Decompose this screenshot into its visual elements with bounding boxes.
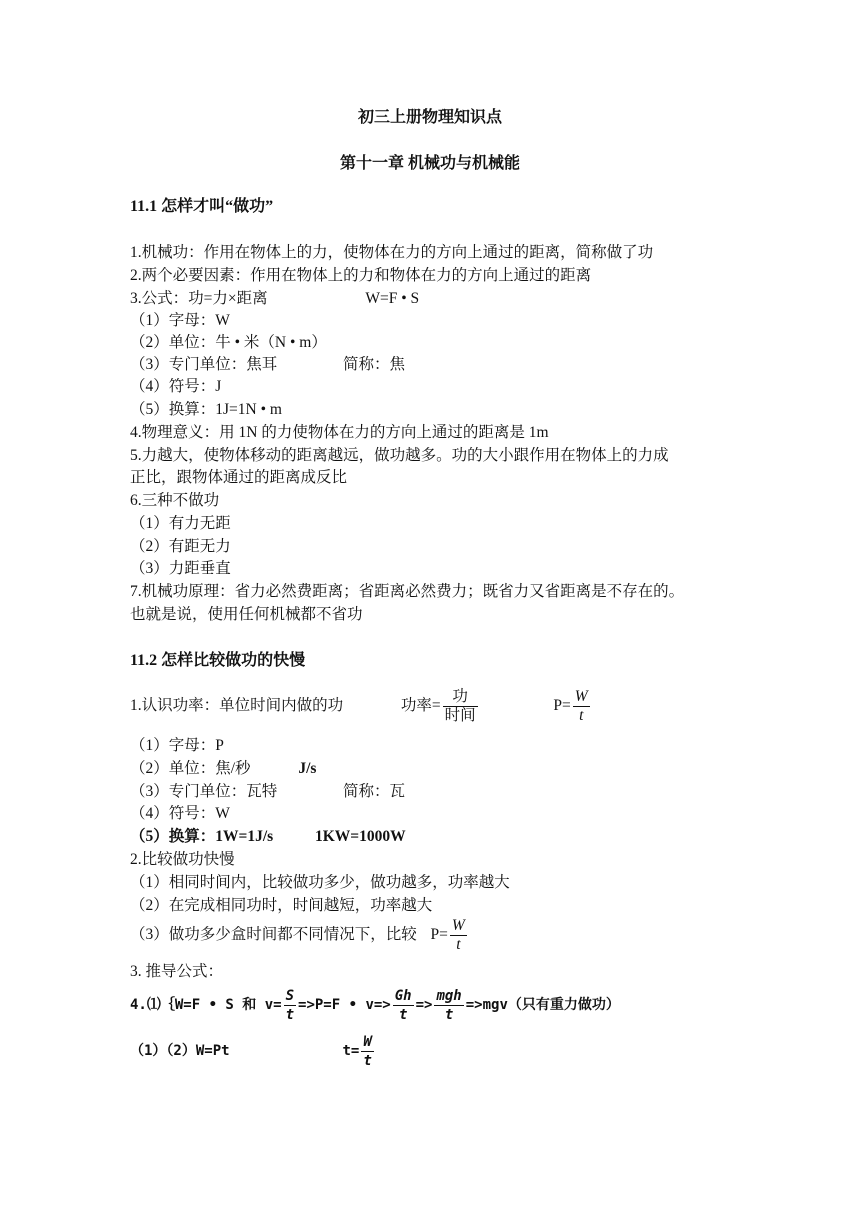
formula-label: t= [342,1043,360,1059]
text-line: （3）力距垂直 [130,560,231,577]
unit-label: （2）单位：焦/秒 [130,760,251,777]
chapter-title: 第十一章 机械功与机械能 [339,155,520,172]
text-line: 4.物理意义：用 1N 的力使物体在力的方向上通过的距离是 1m [130,424,549,441]
document-title: 初三上册物理知识点 [357,109,502,126]
formula: W=F • S [365,290,420,307]
text-line [130,758,316,780]
text-line: 7.机械功原理：省力必然费距离；省距离必然费力；既省力又省距离是不存在的。 [130,583,685,600]
conversion-value: 1W=1J/s [215,828,274,845]
formula-text: => [415,997,433,1013]
text-line: 5.力越大，使物体移动的距离越远，做功越多。功的大小跟作用在物体上的力成 [130,447,669,464]
formula-label: P= [430,926,448,944]
formula-line [130,1032,376,1070]
text-line [130,688,592,725]
section-heading-11-2: 11.2 怎样比较做功的快慢 [130,652,306,669]
fraction [450,917,467,954]
text-line: （2）单位：牛 • 米（N • m） [130,334,327,351]
fraction [434,987,463,1024]
formula-text: ⑴｛W=F • S 和 v= [146,997,282,1013]
text-line: 正比，跟物体通过的距离成反比 [130,469,348,486]
text-line: （1）字母：W [130,312,230,329]
text-line [130,288,419,310]
power-definition: 1.认识功率：单位时间内做的功 [130,697,344,715]
formula-text: =>P=F • v=> [298,997,391,1013]
text-line: 也就是说，使用任何机械都不省功 [130,606,363,623]
unit-value: J/s [298,760,317,777]
denominator: t [398,1006,408,1023]
numerator: 功 [443,688,478,707]
comparison-text: （3）做功多少盒时间都不同情况下，比较 [130,926,417,944]
formula-line [130,986,620,1024]
text-line: （2）在完成相同功时，时间越短，功率越大 [130,897,433,914]
text-line: （2）有距无力 [130,538,231,555]
text-line: （1）字母：P [130,737,224,754]
text-line: （4）符号：J [130,378,222,395]
denominator: t [444,1006,454,1023]
denominator: t [456,936,461,953]
numerator: Gh [394,987,412,1004]
text-line [130,917,469,954]
fraction [361,1033,373,1070]
text-line [130,781,405,803]
text-line: 1.机械功：作用在物体上的力，使物体在力的方向上通过的距离，简称做了功 [130,244,654,261]
fraction [573,688,590,725]
text-line: （1）相同时间内，比较做功多少，做功越多，功率越大 [130,874,510,891]
denominator: t [285,1006,295,1023]
unit-short: 简称：瓦 [343,783,406,800]
denominator: t [579,707,584,724]
text-line: （4）符号：W [130,805,230,822]
section-heading-11-1: 11.1 怎样才叫“做功” [130,198,274,215]
numerator: W [363,1033,372,1050]
text-line: （1）有力无距 [130,515,231,532]
text-line: （5）换算：1J=1N • m [130,401,282,418]
formula-label: 3.公式：功=力×距离 [130,290,268,307]
text-line [130,826,406,848]
formula-label: P= [553,697,571,715]
numerator: mgh [436,987,462,1004]
text-line: 2.两个必要因素：作用在物体上的力和物体在力的方向上通过的距离 [130,267,592,284]
unit-short: 简称：焦 [343,356,406,373]
numerator: S [285,987,295,1004]
text-line: 3. 推导公式： [130,963,224,980]
fraction [393,987,414,1024]
text-line: 2.比较做功快慢 [130,851,235,868]
list-number: 4. [130,997,147,1013]
formula-text: （1）（2）W=Pt [130,1043,230,1059]
numerator: W [574,688,588,705]
denominator: t [363,1052,372,1069]
conversion-label: （5）换算： [130,828,216,845]
numerator: W [451,917,465,934]
denominator: 时间 [444,707,476,724]
fraction [284,987,296,1024]
text-line [130,354,405,376]
formula-label: 功率= [400,697,441,715]
unit-label: （3）专门单位：瓦特 [130,783,278,800]
text-line: 6.三种不做功 [130,492,220,509]
unit-label: （3）专门单位：焦耳 [130,356,278,373]
conversion-value: 1KW=1000W [314,828,406,845]
fraction [443,688,478,725]
formula-text: =>mgv（只有重力做功） [465,997,620,1013]
